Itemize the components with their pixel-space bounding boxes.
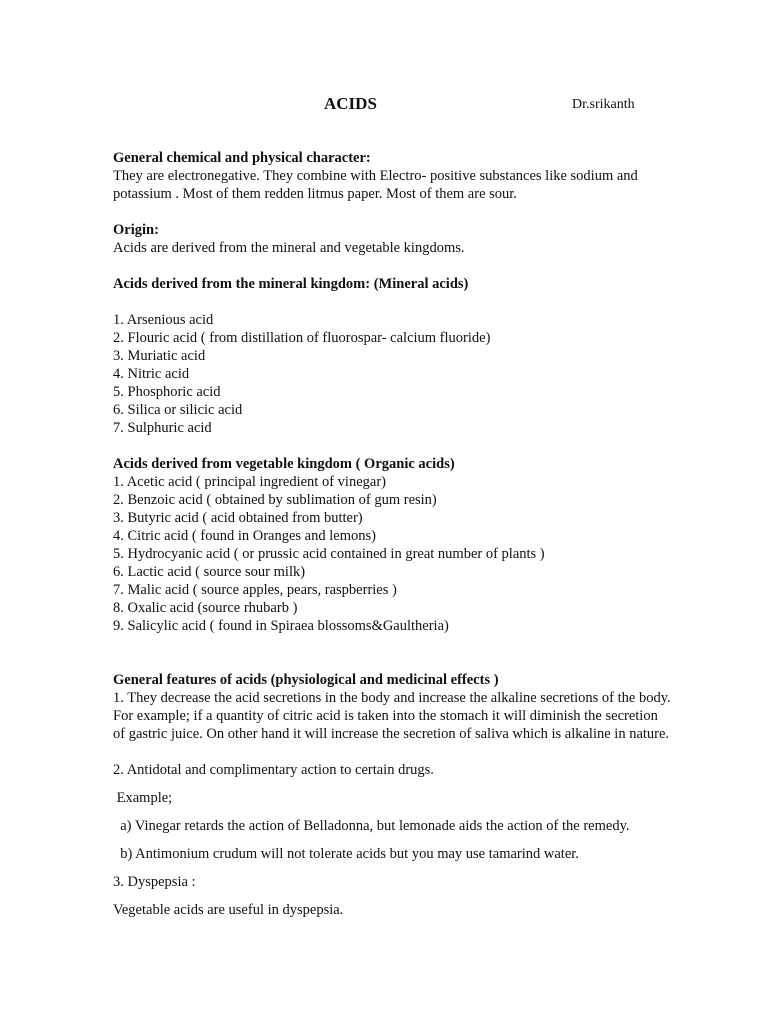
example-a: a) Vinegar retards the action of Belladonna, but lemonade aids the action of the remedy. bbox=[113, 818, 630, 834]
spacer bbox=[113, 437, 673, 455]
list-item: 2. Benzoic acid ( obtained by sublimation of gum resin) bbox=[113, 492, 437, 508]
vegetable-heading: Acids derived from vegetable kingdom ( Organic acids) bbox=[113, 456, 455, 472]
general-heading: General chemical and physical character: bbox=[113, 150, 371, 166]
author-name: Dr.srikanth bbox=[572, 97, 635, 112]
list-item: 6. Lactic acid ( source sour milk) bbox=[113, 564, 306, 580]
vegetable-acid-list bbox=[113, 473, 673, 635]
list-item: 3. Muriatic acid bbox=[113, 348, 206, 364]
list-item: 4. Citric acid ( found in Oranges and lemons) bbox=[113, 528, 376, 544]
document-body bbox=[113, 149, 673, 919]
list-item: 2. Flouric acid ( from distillation of fluorospar- calcium fluoride) bbox=[113, 330, 491, 346]
general-body: They are electronegative. They combine with Electro- positive substances like sodium and potassium . Most of them redden litmus paper. Most of them are sour. bbox=[113, 168, 638, 202]
list-item: 5. Hydrocyanic acid ( or prussic acid contained in great number of plants ) bbox=[113, 546, 545, 562]
spacer bbox=[113, 635, 673, 653]
spacer bbox=[113, 203, 673, 221]
list-item: 7. Sulphuric acid bbox=[113, 420, 212, 436]
example-label: Example; bbox=[113, 790, 173, 806]
spacer bbox=[113, 743, 673, 761]
spacer bbox=[113, 293, 673, 311]
list-item: 3. Butyric acid ( acid obtained from butter) bbox=[113, 510, 363, 526]
spacer bbox=[113, 653, 673, 671]
list-item: 1. Acetic acid ( principal ingredient of vinegar) bbox=[113, 474, 386, 490]
list-item: 6. Silica or silicic acid bbox=[113, 402, 243, 418]
feature-point-3: 3. Dyspepsia : bbox=[113, 874, 196, 890]
list-item: 7. Malic acid ( source apples, pears, raspberries ) bbox=[113, 582, 397, 598]
list-item: 5. Phosphoric acid bbox=[113, 384, 221, 400]
feature-point-1: 1. They decrease the acid secretions in the body and increase the alkaline secretions of the body. For example; if a quantity of citric acid is taken into the stomach it will diminish the secretion of gastric juice. On other hand it will increase the secretion of saliva which is alkaline in nature. bbox=[113, 690, 671, 742]
document-title: ACIDS bbox=[324, 94, 377, 113]
list-item: 1. Arsenious acid bbox=[113, 312, 214, 328]
features-section bbox=[113, 671, 673, 919]
feature-point-2: 2. Antidotal and complimentary action to certain drugs. bbox=[113, 762, 434, 778]
origin-body: Acids are derived from the mineral and vegetable kingdoms. bbox=[113, 240, 465, 256]
mineral-heading: Acids derived from the mineral kingdom: (Mineral acids) bbox=[113, 276, 469, 292]
list-item: 9. Salicylic acid ( found in Spiraea blossoms&Gaultheria) bbox=[113, 618, 449, 634]
example-b: b) Antimonium crudum will not tolerate acids but you may use tamarind water. bbox=[113, 846, 579, 862]
spacer bbox=[113, 257, 673, 275]
feature-point-3-body: Vegetable acids are useful in dyspepsia. bbox=[113, 902, 344, 918]
list-item: 8. Oxalic acid (source rhubarb ) bbox=[113, 600, 298, 616]
features-heading: General features of acids (physiological and medicinal effects ) bbox=[113, 672, 499, 688]
list-item: 4. Nitric acid bbox=[113, 366, 190, 382]
mineral-acid-list bbox=[113, 311, 673, 437]
origin-heading: Origin: bbox=[113, 222, 159, 238]
